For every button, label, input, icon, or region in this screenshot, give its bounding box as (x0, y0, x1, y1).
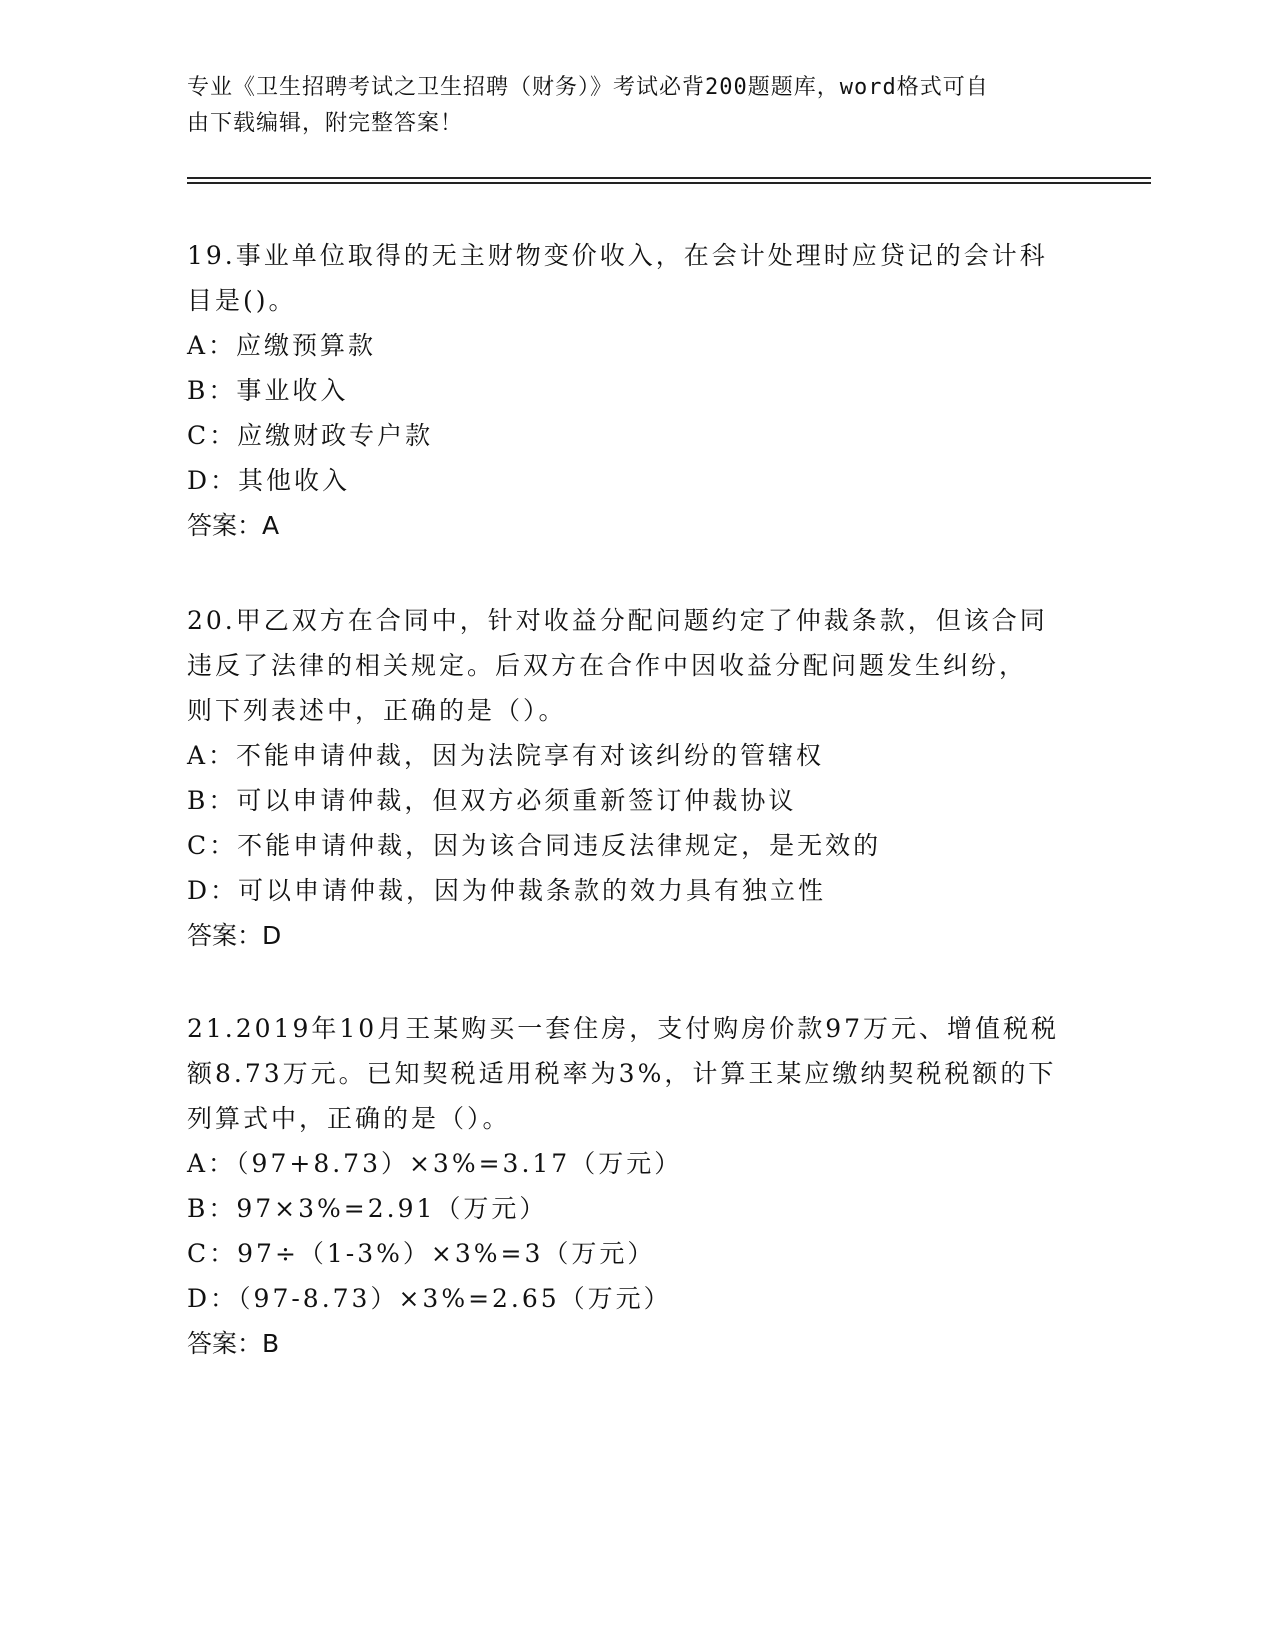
header-line-1: 专业《卫生招聘考试之卫生招聘（财务）》考试必背200题题库，word格式可自 (187, 75, 989, 100)
question-19 (187, 233, 1087, 549)
answer-label: 答案：A (187, 511, 280, 540)
header-line-2: 由下载编辑，附完整答案！ (187, 111, 464, 136)
document-header (187, 70, 1087, 142)
question-stem-line: 违反了法律的相关规定。后双方在合作中因收益分配问题发生纠纷， (187, 651, 1028, 680)
option-a: A：（97+8.73）×3%=3.17（万元） (187, 1149, 683, 1178)
option-d: D：其他收入 (187, 466, 351, 495)
header-divider-bottom (187, 182, 1151, 184)
option-c: C：97÷（1-3%）×3%=3（万元） (187, 1239, 656, 1268)
question-21 (187, 1006, 1087, 1367)
question-stem-line: 21.2019年10月王某购买一套住房，支付购房价款97万元、增值税税 (187, 1014, 1060, 1043)
header-divider-top (187, 177, 1151, 179)
question-stem-line: 19.事业单位取得的无主财物变价收入，在会计处理时应贷记的会计科 (187, 241, 1048, 270)
question-stem-line: 额8.73万元。已知契税适用税率为3%，计算王某应缴纳契税税额的下 (187, 1059, 1057, 1088)
option-a: A：不能申请仲裁，因为法院享有对该纠纷的管辖权 (187, 741, 825, 770)
option-d: D：（97-8.73）×3%=2.65（万元） (187, 1284, 672, 1313)
question-stem-line: 则下列表述中，正确的是（）。 (187, 696, 567, 725)
option-c: C：不能申请仲裁，因为该合同违反法律规定，是无效的 (187, 831, 882, 860)
option-c: C：应缴财政专户款 (187, 421, 434, 450)
question-stem-line: 列算式中，正确的是（）。 (187, 1104, 511, 1133)
answer-label: 答案：B (187, 1329, 280, 1358)
option-d: D：可以申请仲裁，因为仲裁条款的效力具有独立性 (187, 876, 827, 905)
option-b: B：事业收入 (187, 376, 349, 405)
question-stem-line: 20.甲乙双方在合同中，针对收益分配问题约定了仲裁条款，但该合同 (187, 606, 1048, 635)
question-20 (187, 598, 1087, 959)
answer-label: 答案：D (187, 921, 282, 950)
option-b: B：可以申请仲裁，但双方必须重新签订仲裁协议 (187, 786, 797, 815)
question-stem-line: 目是()。 (187, 286, 297, 315)
option-b: B：97×3%=2.91（万元） (187, 1194, 548, 1223)
option-a: A：应缴预算款 (187, 331, 377, 360)
